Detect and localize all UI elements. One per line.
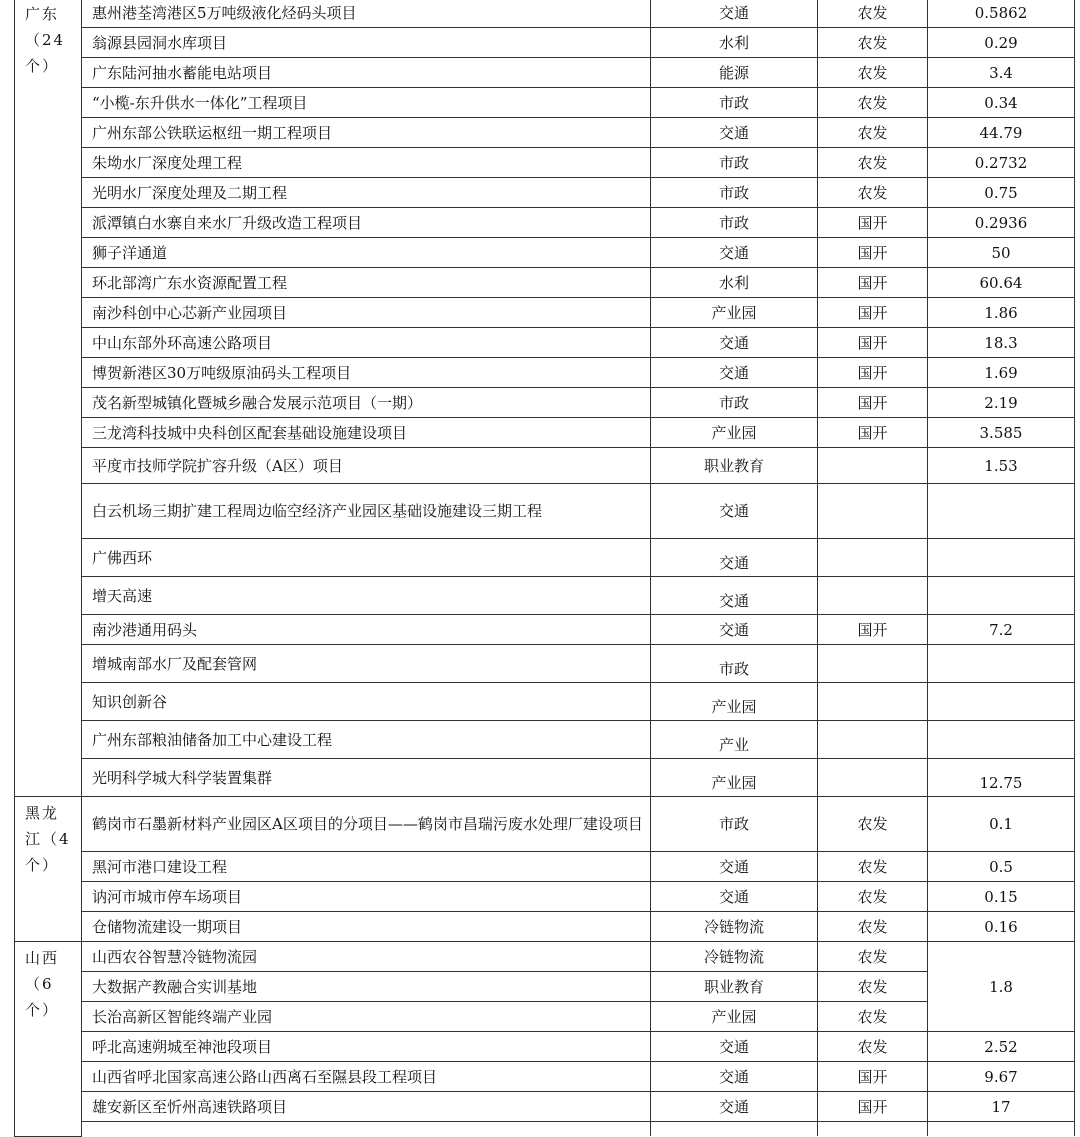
bank: 国开: [818, 1062, 928, 1092]
amount: [928, 539, 1075, 577]
project-type: 水利: [651, 268, 818, 298]
table-row: [15, 268, 1075, 298]
table-row: [15, 852, 1075, 882]
project-name: 增城南部水厂及配套管网: [82, 645, 651, 683]
amount: 0.2732: [928, 148, 1075, 178]
amount: 0.29: [928, 28, 1075, 58]
bank: [818, 759, 928, 797]
project-type: 交通: [651, 484, 818, 539]
empty-cell: [82, 1122, 651, 1137]
project-name: 雄安新区至忻州高速铁路项目: [82, 1092, 651, 1122]
project-name: 广佛西环: [82, 539, 651, 577]
project-type: 交通: [651, 882, 818, 912]
amount: [928, 645, 1075, 683]
table-row: [15, 238, 1075, 268]
province-label: 山西（6个）: [15, 942, 82, 1137]
project-type: 市政: [651, 178, 818, 208]
project-name: 平度市技师学院扩容升级（A区）项目: [82, 448, 651, 484]
project-name: 广州东部公铁联运枢纽一期工程项目: [82, 118, 651, 148]
amount: [928, 577, 1075, 615]
bank: 农发: [818, 942, 928, 972]
bank: 国开: [818, 358, 928, 388]
amount: 9.67: [928, 1062, 1075, 1092]
table-row: [15, 759, 1075, 797]
project-type: 交通: [651, 1092, 818, 1122]
project-type: 产业: [651, 721, 818, 759]
empty-cell: [818, 1122, 928, 1137]
amount: [928, 683, 1075, 721]
table-row: [15, 88, 1075, 118]
bank: 农发: [818, 0, 928, 28]
project-name: 光明水厂深度处理及二期工程: [82, 178, 651, 208]
table-row: [15, 358, 1075, 388]
project-type: 交通: [651, 1032, 818, 1062]
project-type: 交通: [651, 238, 818, 268]
project-name: 惠州港荃湾港区5万吨级液化烃码头项目: [82, 0, 651, 28]
project-type: 交通: [651, 118, 818, 148]
bank: 农发: [818, 118, 928, 148]
table-row: [15, 912, 1075, 942]
bank: 农发: [818, 1002, 928, 1032]
table-row: [15, 972, 1075, 1002]
project-name: 朱坳水厂深度处理工程: [82, 148, 651, 178]
project-type: 职业教育: [651, 972, 818, 1002]
bank: 农发: [818, 1032, 928, 1062]
amount: 2.52: [928, 1032, 1075, 1062]
project-type: 产业园: [651, 759, 818, 797]
bank: 国开: [818, 388, 928, 418]
project-name: 光明科学城大科学装置集群: [82, 759, 651, 797]
project-type: 产业园: [651, 1002, 818, 1032]
amount: 0.34: [928, 88, 1075, 118]
bank: 国开: [818, 298, 928, 328]
bank: 国开: [818, 615, 928, 645]
amount: 1.86: [928, 298, 1075, 328]
project-type: 交通: [651, 1062, 818, 1092]
project-type: 交通: [651, 358, 818, 388]
project-name: 南沙港通用码头: [82, 615, 651, 645]
project-name: 鹤岗市石墨新材料产业园区A区项目的分项目——鹤岗市昌瑞污废水处理厂建设项目: [82, 797, 651, 852]
province-label: 黑龙江（4个）: [15, 797, 82, 942]
bank: 农发: [818, 852, 928, 882]
table-row: [15, 942, 1075, 972]
project-type: 交通: [651, 852, 818, 882]
table-row-partial: [15, 1122, 1075, 1137]
project-name: 白云机场三期扩建工程周边临空经济产业园区基础设施建设三期工程: [82, 484, 651, 539]
table-row: [15, 577, 1075, 615]
amount: 1.69: [928, 358, 1075, 388]
table-row: [15, 1092, 1075, 1122]
amount: 0.15: [928, 882, 1075, 912]
project-name: 广州东部粮油储备加工中心建设工程: [82, 721, 651, 759]
project-name: 黑河市港口建设工程: [82, 852, 651, 882]
table-row: [15, 484, 1075, 539]
table-row: [15, 645, 1075, 683]
bank: [818, 448, 928, 484]
project-type: 市政: [651, 208, 818, 238]
project-name: 翁源县园洞水库项目: [82, 28, 651, 58]
table-row: [15, 28, 1075, 58]
amount: [928, 721, 1075, 759]
table-row: [15, 118, 1075, 148]
project-type: 市政: [651, 388, 818, 418]
project-type: 交通: [651, 577, 818, 615]
table-row: [15, 448, 1075, 484]
table-row: [15, 1002, 1075, 1032]
amount: 0.16: [928, 912, 1075, 942]
table-row: [15, 683, 1075, 721]
project-type: 市政: [651, 88, 818, 118]
project-name: 环北部湾广东水资源配置工程: [82, 268, 651, 298]
project-name: 山西省呼北国家高速公路山西离石至隰县段工程项目: [82, 1062, 651, 1092]
bank: 国开: [818, 208, 928, 238]
bank: 农发: [818, 797, 928, 852]
project-name: 中山东部外环高速公路项目: [82, 328, 651, 358]
bank: 农发: [818, 882, 928, 912]
project-name: 知识创新谷: [82, 683, 651, 721]
project-type: 产业园: [651, 418, 818, 448]
project-name: 呼北高速朔城至神池段项目: [82, 1032, 651, 1062]
project-type: 交通: [651, 615, 818, 645]
bank: 国开: [818, 268, 928, 298]
amount: 17: [928, 1092, 1075, 1122]
amount: 3.585: [928, 418, 1075, 448]
project-type: 交通: [651, 539, 818, 577]
bank: 国开: [818, 328, 928, 358]
bank: 农发: [818, 972, 928, 1002]
project-type: 交通: [651, 0, 818, 28]
project-type: 市政: [651, 148, 818, 178]
bank: [818, 539, 928, 577]
province-label: 广东（24个）: [15, 0, 82, 797]
table-row: [15, 418, 1075, 448]
project-type: 冷链物流: [651, 912, 818, 942]
table-row: [15, 539, 1075, 577]
bank: 国开: [818, 238, 928, 268]
project-name: 博贺新港区30万吨级原油码头工程项目: [82, 358, 651, 388]
table-row: [15, 178, 1075, 208]
amount: 0.75: [928, 178, 1075, 208]
amount: 50: [928, 238, 1075, 268]
amount: 3.4: [928, 58, 1075, 88]
table-row: [15, 298, 1075, 328]
amount: 12.75: [928, 759, 1075, 797]
project-name: 讷河市城市停车场项目: [82, 882, 651, 912]
project-type: 产业园: [651, 298, 818, 328]
table-row: [15, 721, 1075, 759]
project-table-wrapper: [14, 0, 1075, 1137]
project-type: 市政: [651, 645, 818, 683]
project-name: 茂名新型城镇化暨城乡融合发展示范项目（一期）: [82, 388, 651, 418]
project-name: 南沙科创中心芯新产业园项目: [82, 298, 651, 328]
project-name: “小榄-东升供水一体化”工程项目: [82, 88, 651, 118]
table-row: [15, 148, 1075, 178]
project-name: 广东陆河抽水蓄能电站项目: [82, 58, 651, 88]
amount: 1.53: [928, 448, 1075, 484]
project-name: 三龙湾科技城中央科创区配套基础设施建设项目: [82, 418, 651, 448]
bank: 农发: [818, 28, 928, 58]
bank: [818, 645, 928, 683]
bank: 农发: [818, 148, 928, 178]
amount: 0.5862: [928, 0, 1075, 28]
bank: 农发: [818, 58, 928, 88]
project-name: 派潭镇白水寨自来水厂升级改造工程项目: [82, 208, 651, 238]
bank: 国开: [818, 418, 928, 448]
bank: 农发: [818, 88, 928, 118]
project-table: [14, 0, 1075, 1137]
table-row: [15, 58, 1075, 88]
project-type: 能源: [651, 58, 818, 88]
bank: [818, 484, 928, 539]
table-row: [15, 1032, 1075, 1062]
amount: 0.5: [928, 852, 1075, 882]
project-name: 山西农谷智慧冷链物流园: [82, 942, 651, 972]
project-type: 职业教育: [651, 448, 818, 484]
empty-cell: [928, 1122, 1075, 1137]
bank: [818, 721, 928, 759]
bank: 农发: [818, 912, 928, 942]
amount: [928, 484, 1075, 539]
amount: 44.79: [928, 118, 1075, 148]
project-type: 水利: [651, 28, 818, 58]
project-name: 仓储物流建设一期项目: [82, 912, 651, 942]
table-row: [15, 882, 1075, 912]
bank: 国开: [818, 1092, 928, 1122]
amount: 18.3: [928, 328, 1075, 358]
amount: 0.1: [928, 797, 1075, 852]
bank: [818, 577, 928, 615]
amount: 0.2936: [928, 208, 1075, 238]
bank: 农发: [818, 178, 928, 208]
amount: 1.8: [928, 942, 1075, 1032]
project-type: 冷链物流: [651, 942, 818, 972]
project-type: 交通: [651, 328, 818, 358]
table-row: [15, 388, 1075, 418]
table-row: [15, 208, 1075, 238]
table-row: [15, 0, 1075, 28]
table-row: [15, 797, 1075, 852]
empty-cell: [651, 1122, 818, 1137]
table-row: [15, 1062, 1075, 1092]
amount: 2.19: [928, 388, 1075, 418]
bank: [818, 683, 928, 721]
amount: 7.2: [928, 615, 1075, 645]
amount: 60.64: [928, 268, 1075, 298]
project-name: 大数据产教融合实训基地: [82, 972, 651, 1002]
table-row: [15, 615, 1075, 645]
project-type: 市政: [651, 797, 818, 852]
project-name: 增天高速: [82, 577, 651, 615]
project-type: 产业园: [651, 683, 818, 721]
table-row: [15, 328, 1075, 358]
project-name: 长治高新区智能终端产业园: [82, 1002, 651, 1032]
project-name: 狮子洋通道: [82, 238, 651, 268]
